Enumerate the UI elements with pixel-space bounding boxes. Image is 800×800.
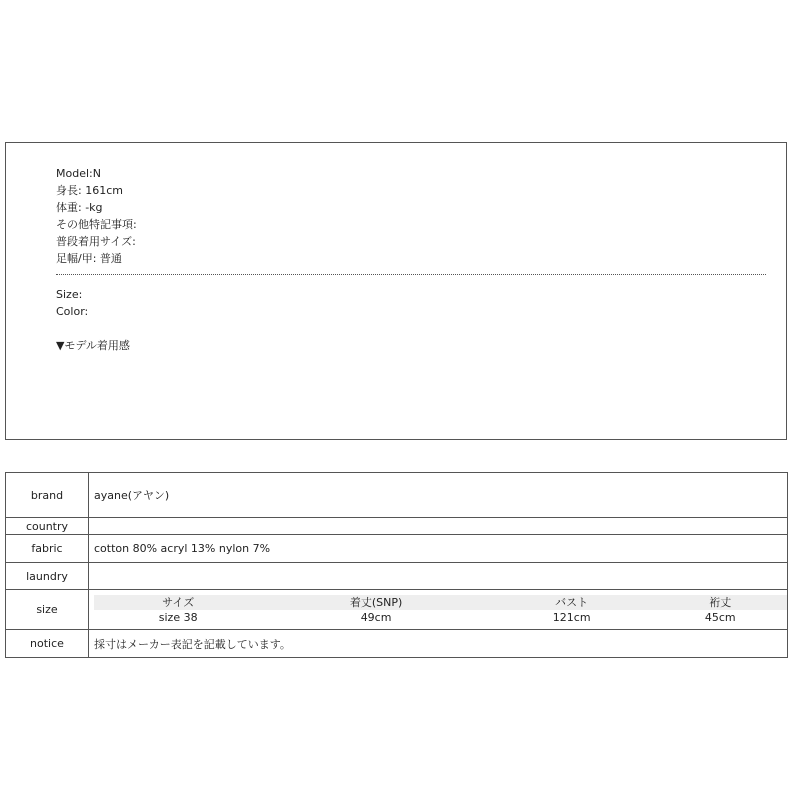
size-cell-length: 49cm [360, 610, 392, 624]
model-special-notes: その他特記事項: [56, 218, 137, 231]
size-col-bust: バスト [555, 595, 589, 609]
size-cell-bust: 121cm [552, 610, 591, 624]
model-usual-size: 普段着用サイズ: [56, 235, 136, 248]
dotted-divider [56, 274, 766, 275]
size-table-header [94, 595, 787, 610]
model-info-box [5, 142, 787, 440]
model-details [56, 165, 137, 267]
spec-row-country [6, 518, 788, 535]
model-weight: 体重: -kg [56, 201, 103, 214]
spec-label-size: size [6, 590, 89, 630]
worn-size-label: Size: [56, 288, 83, 301]
model-name: Model:N [56, 167, 101, 180]
spec-label-laundry: laundry [6, 563, 89, 590]
model-foot-width: 足幅/甲: 普通 [56, 252, 122, 265]
size-table [94, 595, 787, 625]
worn-color-label: Color: [56, 305, 89, 318]
spec-value-laundry [89, 563, 788, 590]
spec-value-notice: 採寸はメーカー表記を記載しています。 [89, 630, 788, 658]
spec-label-brand: brand [6, 473, 89, 518]
spec-value-country [89, 518, 788, 535]
product-spec-table [5, 472, 788, 658]
spec-row-brand [6, 473, 788, 518]
size-col-size: サイズ [162, 595, 195, 609]
spec-row-notice [6, 630, 788, 658]
spec-value-size [89, 590, 788, 630]
size-col-length: 着丈(SNP) [349, 595, 403, 609]
spec-value-brand: ayane(アヤン) [89, 473, 788, 518]
spec-value-fabric: cotton 80% acryl 13% nylon 7% [89, 535, 788, 563]
size-cell-sleeve: 45cm [704, 610, 736, 624]
size-table-row [94, 610, 787, 625]
worn-item-details [56, 286, 88, 320]
spec-row-laundry [6, 563, 788, 590]
spec-row-fabric [6, 535, 788, 563]
spec-label-country: country [6, 518, 89, 535]
spec-label-notice: notice [6, 630, 89, 658]
spec-row-size [6, 590, 788, 630]
spec-label-fabric: fabric [6, 535, 89, 563]
model-height: 身長: 161cm [56, 184, 123, 197]
size-cell-size: size 38 [158, 610, 198, 624]
size-col-sleeve: 裄丈 [709, 595, 732, 609]
model-fit-note: ▼モデル着用感 [56, 339, 130, 352]
